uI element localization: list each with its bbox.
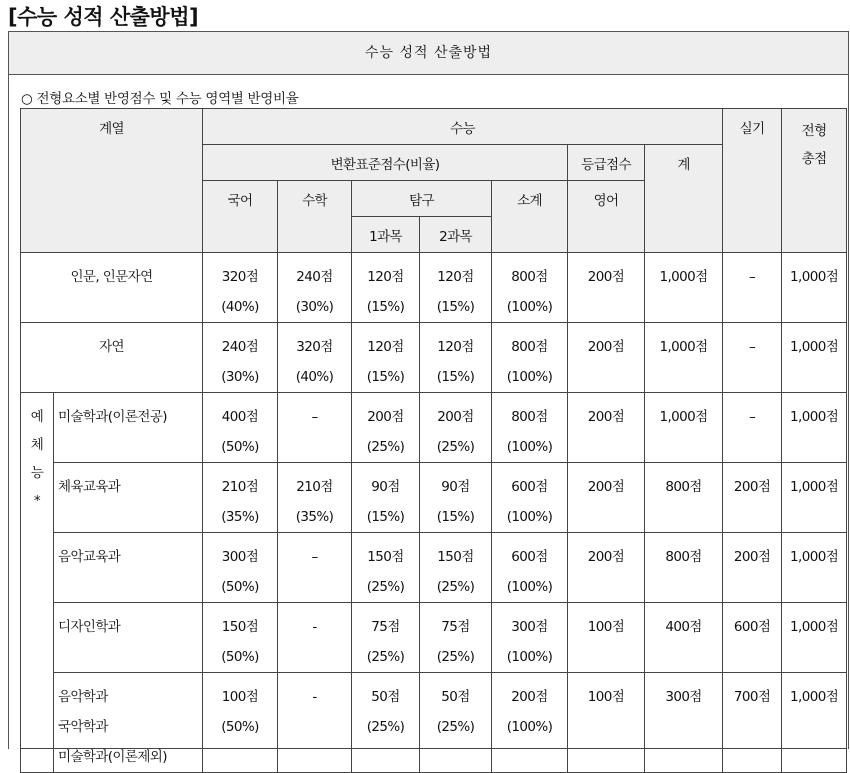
cell-suhak-score: -: [312, 619, 317, 635]
cell-tamgu1: [352, 533, 420, 603]
row-label-line: 미술학과(이론제외): [58, 749, 167, 765]
row-label: [21, 253, 203, 323]
cell-sogye-score: 300점: [511, 619, 548, 635]
cell-gugeo-ratio: (50%): [221, 439, 259, 455]
cell-sogye-ratio: (100%): [506, 369, 553, 385]
cell-gugeo-score: 210점: [221, 479, 259, 495]
cell-gugeo-score: 240점: [221, 339, 259, 355]
row-label-line: 디자인학과: [58, 619, 121, 635]
cell-gugeo: [203, 603, 278, 673]
cell-total: 1,000점: [782, 603, 847, 673]
cell-gye: 300점: [645, 673, 723, 773]
yechea-group-char: 체: [30, 437, 44, 453]
cell-gugeo-score: 150점: [221, 619, 259, 635]
table-row: [21, 323, 847, 393]
row-label-line: 자연: [99, 339, 124, 355]
cell-tamgu2: [420, 253, 492, 323]
cell-tamgu1: [352, 253, 420, 323]
cell-tamgu2-ratio: (25%): [436, 719, 475, 735]
cell-sogye-ratio: (100%): [506, 579, 553, 595]
cell-yeongeo: 200점: [568, 323, 645, 393]
cell-gye: 1,000점: [645, 323, 723, 393]
cell-gugeo-score: 300점: [221, 549, 259, 565]
cell-silgi: –: [723, 393, 782, 463]
cell-tamgu1-score: 200점: [367, 409, 404, 425]
cell-tamgu2-ratio: (15%): [436, 509, 475, 525]
cell-tamgu1: [352, 323, 420, 393]
cell-tamgu1-ratio: (15%): [366, 509, 405, 525]
cell-tamgu2-score: 90점: [441, 479, 470, 495]
cell-tamgu2-ratio: (25%): [436, 649, 475, 665]
cell-suhak: [278, 393, 352, 463]
header-total-line1: 전형: [801, 123, 827, 139]
cell-gugeo-ratio: (35%): [221, 509, 259, 525]
cell-gugeo-ratio: (50%): [221, 719, 259, 735]
cell-tamgu2-ratio: (15%): [436, 369, 475, 385]
cell-gugeo-score: 320점: [221, 269, 259, 285]
cell-tamgu1-ratio: (25%): [366, 719, 405, 735]
cell-tamgu1-ratio: (15%): [366, 369, 405, 385]
section-note: ○ 전형요소별 반영점수 및 수능 영역별 반영비율: [21, 91, 299, 107]
cell-tamgu1-ratio: (25%): [366, 439, 405, 455]
cell-sogye: [492, 463, 568, 533]
cell-tamgu1: [352, 393, 420, 463]
cell-suhak: [278, 533, 352, 603]
cell-sogye-ratio: (100%): [506, 299, 553, 315]
header-suhak: 수학: [278, 181, 352, 253]
cell-suhak: [278, 673, 352, 773]
header-deunggeup: 등급점수: [568, 145, 645, 181]
cell-suhak-score: –: [311, 409, 318, 425]
cell-yeongeo: 200점: [568, 253, 645, 323]
cell-sogye: [492, 673, 568, 773]
cell-tamgu1-ratio: (15%): [366, 299, 405, 315]
table-row: [21, 603, 847, 673]
cell-tamgu1-score: 75점: [371, 619, 400, 635]
cell-sogye-ratio: (100%): [506, 649, 553, 665]
cell-sogye-score: 600점: [511, 549, 548, 565]
cell-sogye-score: 600점: [511, 479, 548, 495]
header-gye: 계: [645, 145, 723, 253]
cell-sogye: [492, 393, 568, 463]
cell-tamgu1-score: 90점: [371, 479, 400, 495]
cell-gye: 800점: [645, 463, 723, 533]
row-label: [21, 323, 203, 393]
cell-total: 1,000점: [782, 463, 847, 533]
yechea-group-char: *: [33, 493, 41, 509]
cell-gugeo-score: 400점: [221, 409, 259, 425]
cell-tamgu1-ratio: (25%): [366, 649, 405, 665]
cell-silgi: 600점: [723, 603, 782, 673]
cell-tamgu2-ratio: (25%): [436, 579, 475, 595]
row-label-line: 음악학과: [58, 689, 108, 705]
cell-gugeo-ratio: (50%): [221, 649, 259, 665]
row-label-line: 체육교육과: [58, 479, 121, 495]
cell-yeongeo: 200점: [568, 533, 645, 603]
cell-sogye-ratio: (100%): [506, 509, 553, 525]
yechea-group-char: 능: [30, 465, 44, 481]
cell-tamgu2-ratio: (15%): [436, 299, 475, 315]
cell-suhak-ratio: [278, 432, 351, 462]
score-table: [20, 108, 847, 773]
cell-sogye-score: 800점: [511, 409, 548, 425]
cell-yeongeo: 100점: [568, 603, 645, 673]
row-label: [54, 673, 203, 773]
box-title: 수능 성적 산출방법: [9, 32, 848, 75]
table-row: [21, 533, 847, 603]
row-label-line: 인문, 인문자연: [70, 269, 153, 285]
cell-gugeo-ratio: (50%): [221, 579, 259, 595]
cell-sogye: [492, 323, 568, 393]
cell-tamgu1: [352, 603, 420, 673]
cell-silgi: –: [723, 323, 782, 393]
cell-tamgu2-ratio: (25%): [436, 439, 475, 455]
cell-gye: 800점: [645, 533, 723, 603]
cell-gugeo: [203, 463, 278, 533]
cell-silgi: 700점: [723, 673, 782, 773]
cell-sogye-ratio: (100%): [506, 719, 553, 735]
row-label-line: 음악교육과: [58, 549, 121, 565]
cell-silgi: 200점: [723, 463, 782, 533]
cell-suhak-score: –: [311, 549, 318, 565]
cell-tamgu2: [420, 603, 492, 673]
cell-suhak: [278, 463, 352, 533]
page-heading: [수능 성적 산출방법]: [8, 5, 199, 29]
cell-total: 1,000점: [782, 393, 847, 463]
table-row: [21, 253, 847, 323]
yechea-group-char: 예: [30, 409, 44, 425]
cell-total: 1,000점: [782, 253, 847, 323]
cell-tamgu2-score: 200점: [437, 409, 474, 425]
header-silgi: 실기: [723, 109, 782, 253]
cell-suhak-ratio: [278, 642, 351, 672]
yechea-group-label: [21, 393, 54, 773]
cell-tamgu2: [420, 673, 492, 773]
cell-sogye-ratio: (100%): [506, 439, 553, 455]
cell-gye: 400점: [645, 603, 723, 673]
cell-sogye: [492, 603, 568, 673]
header-suneung: 수능: [203, 109, 723, 145]
cell-suhak: [278, 323, 352, 393]
cell-suhak-score: 210점: [296, 479, 333, 495]
row-label-line: 국악학과: [58, 719, 108, 735]
cell-tamgu2-score: 120점: [437, 339, 474, 355]
cell-yeongeo: 100점: [568, 673, 645, 773]
cell-suhak-ratio: (35%): [295, 509, 334, 525]
cell-yeongeo: 200점: [568, 463, 645, 533]
cell-gye: 1,000점: [645, 393, 723, 463]
header-total-line2: 총점: [801, 151, 827, 167]
cell-gugeo: [203, 533, 278, 603]
cell-sogye-score: 800점: [511, 339, 548, 355]
header-tamgu-2: 2과목: [420, 217, 492, 253]
cell-gugeo: [203, 673, 278, 773]
header-sogye: 소계: [492, 181, 568, 253]
cell-suhak-score: 240점: [296, 269, 333, 285]
cell-sogye: [492, 533, 568, 603]
cell-tamgu2-score: 50점: [441, 689, 470, 705]
table-row: [21, 463, 847, 533]
cell-suhak: [278, 603, 352, 673]
header-tamgu: 탐구: [352, 181, 492, 217]
cell-yeongeo: 200점: [568, 393, 645, 463]
cell-tamgu1: [352, 673, 420, 773]
header-gugeo: 국어: [203, 181, 278, 253]
cell-tamgu1-score: 120점: [367, 339, 404, 355]
row-label-line: 미술학과(이론전공): [58, 409, 167, 425]
cell-gugeo: [203, 393, 278, 463]
cell-tamgu2-score: 150점: [437, 549, 474, 565]
cell-suhak-score: -: [312, 689, 317, 705]
table-row: [21, 673, 847, 773]
cell-tamgu1: [352, 463, 420, 533]
cell-gugeo-ratio: (40%): [221, 299, 259, 315]
table-bottom-border: [20, 748, 846, 749]
cell-tamgu1-score: 150점: [367, 549, 404, 565]
table-row: [21, 393, 847, 463]
header-byeonhwan: 변환표준점수(비율): [203, 145, 568, 181]
cell-tamgu2-score: 120점: [437, 269, 474, 285]
row-label: [54, 463, 203, 533]
cell-tamgu2: [420, 323, 492, 393]
cell-tamgu1-score: 50점: [371, 689, 400, 705]
cell-silgi: –: [723, 253, 782, 323]
cell-suhak-ratio: [278, 712, 351, 742]
cell-gye: 1,000점: [645, 253, 723, 323]
header-total: [782, 109, 847, 253]
cell-sogye-score: 800점: [511, 269, 548, 285]
cell-gugeo-ratio: (30%): [221, 369, 259, 385]
cell-total: 1,000점: [782, 533, 847, 603]
cell-tamgu2: [420, 533, 492, 603]
cell-total: 1,000점: [782, 323, 847, 393]
cell-sogye-score: 200점: [511, 689, 548, 705]
cell-total: 1,000점: [782, 673, 847, 773]
cell-suhak-ratio: [278, 572, 351, 602]
cell-silgi: 200점: [723, 533, 782, 603]
cell-tamgu2-score: 75점: [441, 619, 470, 635]
cell-gugeo: [203, 253, 278, 323]
cell-gugeo: [203, 323, 278, 393]
cell-tamgu2: [420, 393, 492, 463]
row-label: [54, 533, 203, 603]
cell-suhak-ratio: (30%): [295, 299, 334, 315]
cell-suhak: [278, 253, 352, 323]
cell-suhak-score: 320점: [296, 339, 333, 355]
cell-tamgu2: [420, 463, 492, 533]
header-tamgu-1: 1과목: [352, 217, 420, 253]
row-label: [54, 603, 203, 673]
cell-suhak-ratio: (40%): [295, 369, 334, 385]
cell-tamgu1-ratio: (25%): [366, 579, 405, 595]
cell-gugeo-score: 100점: [221, 689, 259, 705]
cell-sogye: [492, 253, 568, 323]
header-gyeyeol: 계열: [21, 109, 203, 253]
cell-tamgu1-score: 120점: [367, 269, 404, 285]
row-label: [54, 393, 203, 463]
header-yeongeo: 영어: [568, 181, 645, 253]
